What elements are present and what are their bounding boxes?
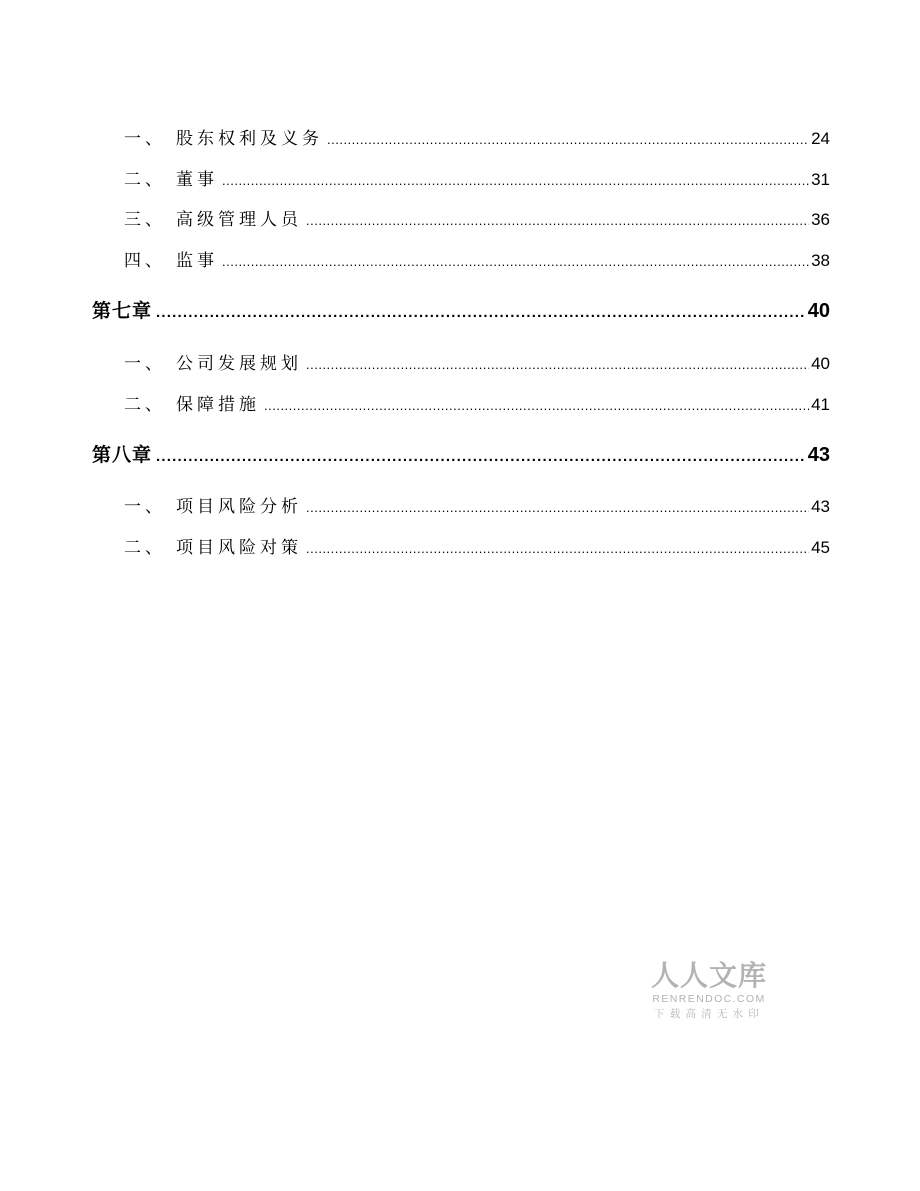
toc-entry-title: 高级管理人员	[176, 210, 302, 230]
toc-entry-page: 24	[811, 129, 830, 148]
toc-entry-title: 公司发展规划	[176, 354, 302, 374]
toc-dot-leader	[156, 304, 806, 321]
toc-entry-title: 监事	[176, 251, 218, 271]
toc-entry-title: 股东权利及义务	[176, 129, 323, 149]
toc-entry-title: 项目风险分析	[176, 497, 302, 517]
watermark-title: 人人文库	[650, 959, 767, 992]
toc-entry-page: 36	[811, 210, 830, 229]
toc-entry-page: 38	[811, 251, 830, 270]
toc-dot-leader	[306, 541, 809, 556]
toc-entry-title: 项目风险对策	[176, 538, 302, 558]
renrendoc-watermark	[646, 960, 772, 1022]
toc-entry-number: 四、	[124, 251, 166, 271]
toc-entry-directors[interactable]	[124, 165, 830, 190]
toc-entry-title: 董事	[176, 170, 218, 190]
watermark-url: RENRENDOC.COM	[652, 993, 766, 1005]
toc-dot-leader	[306, 500, 809, 515]
toc-entry-number: 一、	[124, 497, 166, 517]
toc-entry-number: 二、	[124, 538, 166, 558]
toc-dot-leader	[222, 173, 809, 188]
toc-entry-safeguards[interactable]	[124, 390, 830, 415]
toc-entry-page: 40	[807, 300, 830, 322]
toc-entry-supervisors[interactable]	[124, 246, 830, 271]
toc-entry-shareholder-rights[interactable]	[124, 124, 830, 149]
toc-chapter-title: 第八章	[92, 444, 153, 466]
toc-entry-page: 41	[811, 395, 830, 414]
toc-chapter-title: 第七章	[92, 300, 153, 322]
toc-chapter-7[interactable]	[92, 296, 830, 323]
toc-dot-leader	[306, 357, 809, 372]
toc-chapter-8[interactable]	[92, 440, 830, 467]
toc-entry-number: 二、	[124, 170, 166, 190]
toc-entry-number: 一、	[124, 129, 166, 149]
toc-entry-senior-management[interactable]	[124, 205, 830, 230]
toc-entry-page: 45	[811, 538, 830, 557]
watermark-slogan: 下载高清无水印	[654, 1008, 764, 1020]
toc-entry-risk-analysis[interactable]	[124, 492, 830, 517]
toc-dot-leader	[264, 398, 809, 413]
toc-entry-page: 43	[811, 497, 830, 516]
toc-entry-page: 31	[811, 170, 830, 189]
toc-dot-leader	[156, 448, 806, 465]
toc-entry-number: 二、	[124, 395, 166, 415]
toc-dot-leader	[306, 213, 809, 228]
toc-entry-page: 40	[811, 354, 830, 373]
toc-entry-page: 43	[807, 444, 830, 466]
toc-entry-title: 保障措施	[176, 395, 260, 415]
toc-dot-leader	[222, 254, 809, 269]
toc-entry-number: 一、	[124, 354, 166, 374]
toc-dot-leader	[327, 132, 809, 147]
toc-entry-development-plan[interactable]	[124, 349, 830, 374]
toc-entry-risk-countermeasures[interactable]	[124, 533, 830, 558]
toc-entry-number: 三、	[124, 210, 166, 230]
